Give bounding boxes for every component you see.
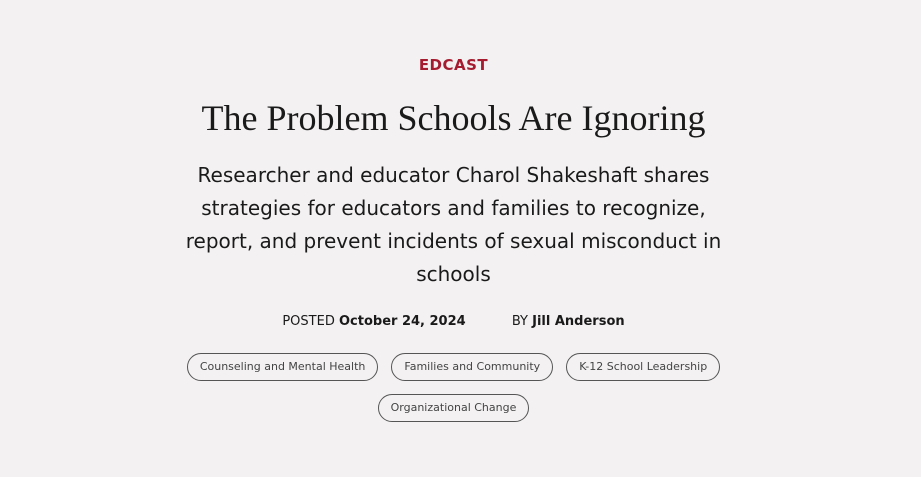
tag-organizational-change[interactable]: Organizational Change bbox=[378, 394, 530, 422]
article-meta bbox=[0, 312, 907, 332]
tag-families-community[interactable]: Families and Community bbox=[391, 353, 553, 381]
byline-group bbox=[512, 312, 625, 332]
tag-counseling-mental-health[interactable]: Counseling and Mental Health bbox=[187, 353, 379, 381]
posted-label: POSTED bbox=[282, 314, 335, 329]
tag-list bbox=[170, 353, 737, 422]
by-label: BY bbox=[511, 314, 528, 329]
article-subtitle: Researcher and educator Charol Shakeshaft shares strategies for educators and families to recognize, report, and prevent incidents of sexual misconduct in schools bbox=[185, 163, 722, 286]
posted-group bbox=[282, 312, 465, 332]
author-link[interactable]: Jill Anderson bbox=[532, 314, 625, 329]
category-link[interactable]: EDCAST bbox=[418, 56, 489, 74]
tag-k12-school-leadership[interactable]: K-12 School Leadership bbox=[566, 353, 720, 381]
article-title: The Problem Schools Are Ignoring bbox=[201, 98, 706, 138]
posted-date: October 24, 2024 bbox=[338, 314, 466, 329]
